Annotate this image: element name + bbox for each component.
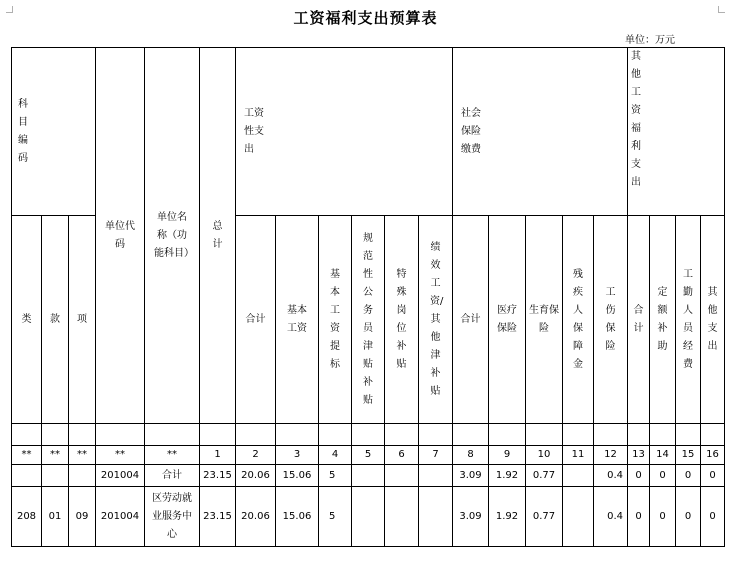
index-cell: ** <box>69 446 96 465</box>
header-special-post-allowance: 特殊岗位补贴 <box>385 216 419 424</box>
cell-standard-allowance <box>352 465 385 487</box>
index-cell: ** <box>96 446 145 465</box>
header-fixed-subsidy: 定额补助 <box>650 216 676 424</box>
cell-staff-fee: 0 <box>676 465 701 487</box>
cell-unit-code: 201004 <box>96 465 145 487</box>
cell-other-expense: 0 <box>701 487 725 547</box>
index-cell: ** <box>42 446 69 465</box>
page-title: 工资福利支出预算表 <box>293 9 438 27</box>
cell-medical: 1.92 <box>489 465 526 487</box>
index-cell: 3 <box>276 446 319 465</box>
header-lei: 类 <box>12 216 42 424</box>
salary-welfare-budget-table <box>11 47 725 547</box>
index-cell: 6 <box>385 446 419 465</box>
index-cell: 14 <box>650 446 676 465</box>
cell-unit-name: 区劳动就业服务中心 <box>145 487 200 547</box>
index-cell: 12 <box>594 446 628 465</box>
index-cell: 5 <box>352 446 385 465</box>
cell-total: 23.15 <box>200 487 236 547</box>
header-salary: 工资性支出 <box>236 48 453 216</box>
cell-social-subtotal: 3.09 <box>453 487 489 547</box>
table-row-total <box>12 465 725 487</box>
index-cell: 11 <box>563 446 594 465</box>
header-social: 社会保险缴费 <box>453 48 628 216</box>
cell-basic-salary: 15.06 <box>276 465 319 487</box>
cell-disability <box>563 465 594 487</box>
spacer-row <box>12 424 725 446</box>
cell-disability <box>563 487 594 547</box>
header-disability: 残疾人保障金 <box>563 216 594 424</box>
header-performance-salary: 绩效工资/其他津补贴 <box>419 216 453 424</box>
index-cell: 2 <box>236 446 276 465</box>
index-cell: 13 <box>628 446 650 465</box>
header-unit-code: 单位代码 <box>96 48 145 424</box>
index-row <box>12 446 725 465</box>
cell-lei <box>12 465 42 487</box>
header-total: 总计 <box>200 48 236 424</box>
cell-fixed-subsidy: 0 <box>650 465 676 487</box>
index-cell: 15 <box>676 446 701 465</box>
cell-kuan: 01 <box>42 487 69 547</box>
cell-kuan <box>42 465 69 487</box>
header-other-subtotal: 合计 <box>628 216 650 424</box>
cell-unit-name: 合计 <box>145 465 200 487</box>
header-kuan: 款 <box>42 216 69 424</box>
cell-performance-salary <box>419 465 453 487</box>
header-standard-allowance: 规范性公务员津贴补贴 <box>352 216 385 424</box>
cell-xiang <box>69 465 96 487</box>
cell-social-subtotal: 3.09 <box>453 465 489 487</box>
index-cell: 10 <box>526 446 563 465</box>
header-medical: 医疗保险 <box>489 216 526 424</box>
cell-injury: 0.4 <box>594 465 628 487</box>
header-unit-name: 单位名称（功能科目） <box>145 48 200 424</box>
header-row-1 <box>12 48 725 216</box>
cell-medical: 1.92 <box>489 487 526 547</box>
index-cell: 16 <box>701 446 725 465</box>
cell-other-subtotal: 0 <box>628 487 650 547</box>
index-cell: 7 <box>419 446 453 465</box>
cell-other-expense: 0 <box>701 465 725 487</box>
header-xiang: 项 <box>69 216 96 424</box>
cell-basic-salary-grade: 5 <box>319 465 352 487</box>
cell-basic-salary: 15.06 <box>276 487 319 547</box>
cell-special-post-allowance <box>385 487 419 547</box>
header-basic-salary: 基本工资 <box>276 216 319 424</box>
header-subject-code: 科目编码 <box>12 48 96 216</box>
index-cell: 4 <box>319 446 352 465</box>
index-cell: ** <box>12 446 42 465</box>
cell-lei: 208 <box>12 487 42 547</box>
cell-total: 23.15 <box>200 465 236 487</box>
cell-fixed-subsidy: 0 <box>650 487 676 547</box>
header-other: 其他工资福利支出 <box>628 48 725 216</box>
cell-standard-allowance <box>352 487 385 547</box>
cell-performance-salary <box>419 487 453 547</box>
cell-maternity: 0.77 <box>526 465 563 487</box>
table-row <box>12 487 725 547</box>
index-cell: ** <box>145 446 200 465</box>
cell-unit-code: 201004 <box>96 487 145 547</box>
cell-basic-salary-grade: 5 <box>319 487 352 547</box>
header-salary-subtotal: 合计 <box>236 216 276 424</box>
header-basic-salary-grade: 基本工资提标 <box>319 216 352 424</box>
cell-xiang: 09 <box>69 487 96 547</box>
cell-other-subtotal: 0 <box>628 465 650 487</box>
index-cell: 9 <box>489 446 526 465</box>
header-maternity: 生育保险 <box>526 216 563 424</box>
header-injury: 工伤保险 <box>594 216 628 424</box>
cell-injury: 0.4 <box>594 487 628 547</box>
cell-salary-subtotal: 20.06 <box>236 465 276 487</box>
cell-maternity: 0.77 <box>526 487 563 547</box>
unit-label: 单位：万元 <box>625 35 675 46</box>
cell-special-post-allowance <box>385 465 419 487</box>
header-other-expense: 其他支出 <box>701 216 725 424</box>
header-social-subtotal: 合计 <box>453 216 489 424</box>
cell-salary-subtotal: 20.06 <box>236 487 276 547</box>
index-cell: 1 <box>200 446 236 465</box>
index-cell: 8 <box>453 446 489 465</box>
header-staff-fee: 工勤人员经费 <box>676 216 701 424</box>
cell-staff-fee: 0 <box>676 487 701 547</box>
